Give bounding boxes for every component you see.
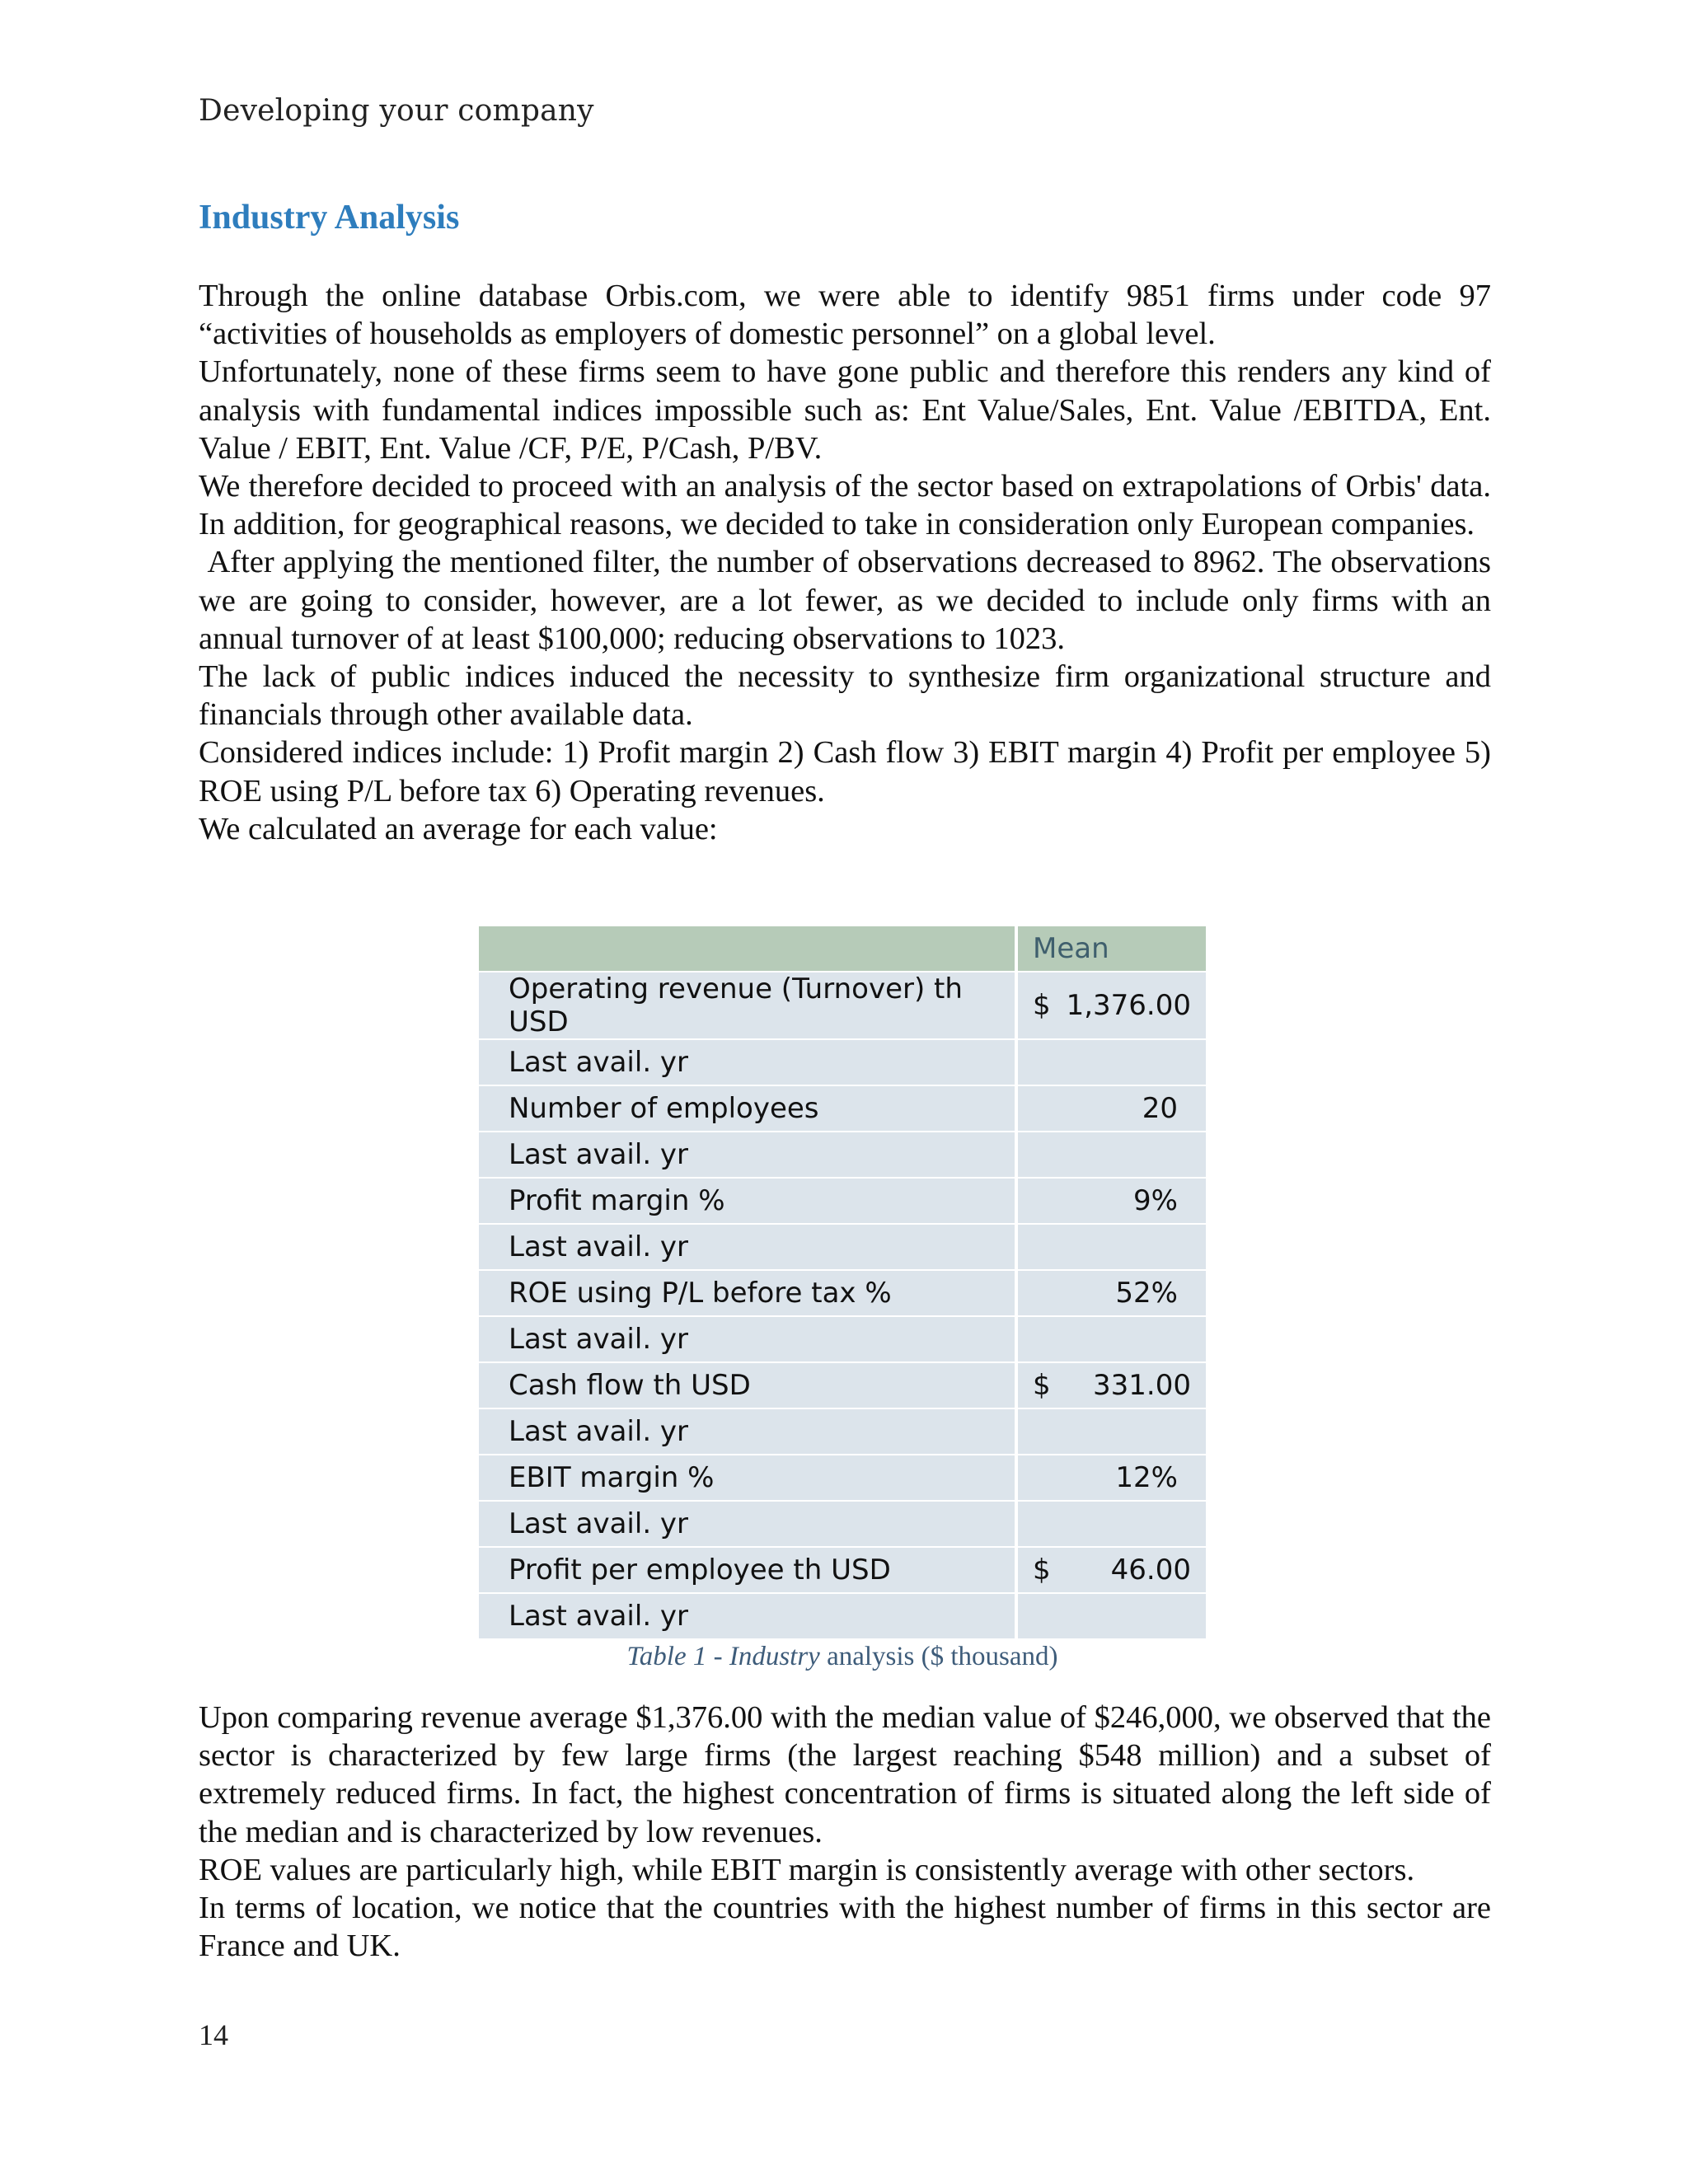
paragraph: We calculated an average for each value: xyxy=(199,811,718,846)
row-value-cell xyxy=(1018,1363,1206,1409)
row-label: Last avail. yr xyxy=(479,1040,1018,1086)
paragraph: Upon comparing revenue average $1,376.00 with the median value of $246,000, we observed that the sector is characterized by few large firms (the largest reaching $548 million) and a subset of extremely reduced firms. In fact, the highest concentration of firms is situated along the left side of the median and is characterized by low revenues. xyxy=(199,1700,1491,1849)
row-label: Last avail. yr xyxy=(479,1132,1018,1179)
row-value: 331.00 xyxy=(1093,1369,1191,1402)
row-value: 52% xyxy=(1115,1277,1178,1310)
row-label: Profit margin % xyxy=(479,1179,1018,1225)
row-value: 9% xyxy=(1133,1184,1178,1217)
row-value-cell xyxy=(1018,1594,1206,1640)
caption-suffix: analysis ($ thousand) xyxy=(819,1642,1058,1671)
page-number: 14 xyxy=(199,2018,228,2051)
table-header-row xyxy=(479,926,1206,972)
table-row xyxy=(479,972,1206,1040)
table-row xyxy=(479,1455,1206,1502)
row-value: 12% xyxy=(1115,1461,1178,1494)
currency-sign: $ xyxy=(1033,989,1051,1022)
conclusion-text xyxy=(199,1699,1491,1965)
table-caption xyxy=(479,1642,1206,1672)
row-value-cell xyxy=(1018,1225,1206,1271)
paragraph: We therefore decided to proceed with an analysis of the sector based on extrapolations of Orbis' data. In addition, for geographical reasons, we decided to take in consideration only European companies. xyxy=(199,469,1491,542)
paragraph: The lack of public indices induced the necessity to synthesize firm organizational structure and financials through other available data. xyxy=(199,659,1491,733)
row-label: Last avail. yr xyxy=(479,1502,1018,1548)
table-row xyxy=(479,1594,1206,1640)
table-row xyxy=(479,1317,1206,1363)
paragraph: Unfortunately, none of these firms seem to have gone public and therefore this renders any kind of analysis with fundamental indices impossible such as: Ent Value/Sales, Ent. Value /EBITDA, Ent. Value / EBIT, Ent. Value /CF, P/E, P/Cash, P/BV. xyxy=(199,354,1491,466)
caption-italic: Table 1 - Industry xyxy=(626,1642,820,1671)
paragraph: After applying the mentioned filter, the number of observations decreased to 8962. The observations we are going to consider, however, are a lot fewer, as we decided to include only firms with an annual turnover of at least $100,000; reducing observations to 1023. xyxy=(199,545,1499,656)
header-label-cell xyxy=(479,926,1018,972)
table-row xyxy=(479,1179,1206,1225)
intro-text xyxy=(199,277,1499,848)
row-value-cell xyxy=(1018,1455,1206,1502)
row-value-cell xyxy=(1018,1040,1206,1086)
row-label: ROE using P/L before tax % xyxy=(479,1271,1018,1317)
row-value-cell xyxy=(1018,1317,1206,1363)
paragraph: In terms of location, we notice that the countries with the highest number of firms in this sector are France and UK. xyxy=(199,1891,1491,1964)
row-label: Operating revenue (Turnover) th USD xyxy=(479,972,1018,1040)
row-value-cell xyxy=(1018,1548,1206,1594)
currency-sign: $ xyxy=(1033,1554,1051,1586)
table-row xyxy=(479,1271,1206,1317)
row-value-cell xyxy=(1018,1086,1206,1132)
table-row xyxy=(479,1502,1206,1548)
row-value-cell xyxy=(1018,1502,1206,1548)
row-value-cell xyxy=(1018,972,1206,1040)
row-label: Last avail. yr xyxy=(479,1225,1018,1271)
row-value: 46.00 xyxy=(1110,1554,1191,1586)
row-value-cell xyxy=(1018,1271,1206,1317)
row-value: 1,376.00 xyxy=(1066,989,1191,1022)
table-row xyxy=(479,1409,1206,1455)
table-row xyxy=(479,1040,1206,1086)
paragraph: Considered indices include: 1) Profit margin 2) Cash flow 3) EBIT margin 4) Profit per employee 5) ROE using P/L before tax 6) Operating revenues. xyxy=(199,735,1491,808)
header-mean-cell: Mean xyxy=(1018,926,1206,972)
table-row xyxy=(479,1363,1206,1409)
row-label: EBIT margin % xyxy=(479,1455,1018,1502)
row-label: Cash flow th USD xyxy=(479,1363,1018,1409)
running-header: Developing your company xyxy=(199,94,594,128)
row-label: Profit per employee th USD xyxy=(479,1548,1018,1594)
row-value-cell xyxy=(1018,1409,1206,1455)
paragraph: Through the online database Orbis.com, we were able to identify 9851 firms under code 97 “activities of households as employers of domestic personnel” on a global level. xyxy=(199,279,1491,352)
table-row xyxy=(479,1132,1206,1179)
row-value-cell xyxy=(1018,1179,1206,1225)
row-value-cell xyxy=(1018,1132,1206,1179)
row-label: Number of employees xyxy=(479,1086,1018,1132)
section-title: Industry Analysis xyxy=(199,199,460,237)
industry-table xyxy=(479,926,1206,1640)
table-row xyxy=(479,1548,1206,1594)
paragraph: ROE values are particularly high, while EBIT margin is consistently average with other sectors. xyxy=(199,1852,1415,1887)
row-value: 20 xyxy=(1142,1092,1178,1125)
row-label: Last avail. yr xyxy=(479,1594,1018,1640)
table-row xyxy=(479,1225,1206,1271)
row-label: Last avail. yr xyxy=(479,1317,1018,1363)
row-label: Last avail. yr xyxy=(479,1409,1018,1455)
table-row xyxy=(479,1086,1206,1132)
stats-table xyxy=(479,926,1206,1640)
currency-sign: $ xyxy=(1033,1369,1051,1402)
